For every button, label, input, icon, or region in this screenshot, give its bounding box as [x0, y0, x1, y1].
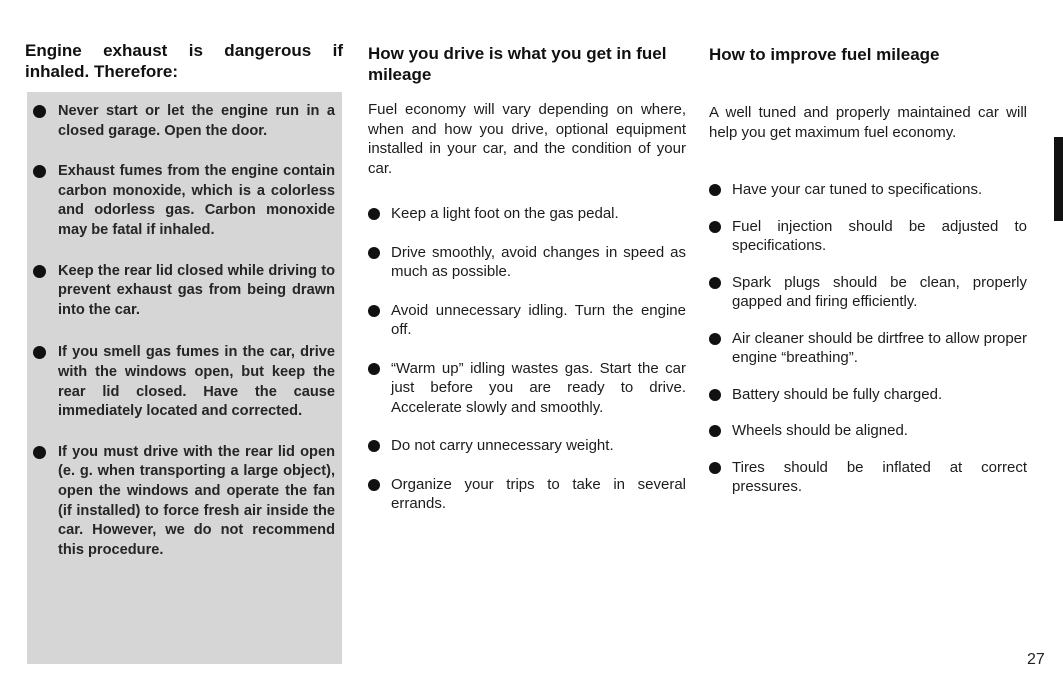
tip-text: “Warm up” idling wastes gas. Start the car just before you are ready to drive. Accelerate slowly and smoothly.	[391, 359, 686, 416]
page-number: 27	[1027, 651, 1045, 668]
tip-item	[368, 204, 686, 224]
warning-text: Exhaust fumes from the engine contain carbon monoxide, which is a colorless and odorless gas. Carbon monoxide may be fatal if inhaled.	[58, 163, 335, 238]
tip-item	[709, 217, 1027, 256]
tip-text: Keep a light foot on the gas pedal.	[391, 205, 619, 222]
tip-item	[368, 301, 686, 340]
warning-text: If you smell gas fumes in the car, drive with the windows open, but keep the rear lid closed. Have the cause immediately located and corrected.	[58, 344, 335, 420]
bullet-icon	[709, 277, 721, 289]
warning-item	[33, 443, 335, 561]
warning-text: Keep the rear lid closed while driving to prevent exhaust gas from being drawn into the car.	[58, 262, 335, 318]
tip-item	[709, 273, 1027, 312]
tip-text: Avoid unnecessary idling. Turn the engine off.	[391, 301, 686, 338]
driving-habits-heading: How you drive is what you get in fuel mileage	[368, 44, 667, 84]
tip-item	[709, 180, 1027, 200]
warning-item	[33, 102, 335, 141]
tip-text: Have your car tuned to specifications.	[732, 181, 983, 198]
section-thumb-tab	[1054, 137, 1063, 221]
driving-habits-intro: Fuel economy will vary depending on where, when and how you drive, optional equipment installed in your car, and the condition of your car.	[368, 101, 686, 177]
bullet-icon	[33, 105, 46, 118]
tip-item	[368, 436, 686, 456]
tip-item	[709, 458, 1027, 497]
tip-text: Organize your trips to take in several errands.	[391, 475, 686, 512]
tip-text: Air cleaner should be dirtfree to allow proper engine “breathing”.	[732, 329, 1027, 366]
exhaust-warning-list	[33, 102, 335, 581]
fuel-mileage-heading: How to improve fuel mileage	[709, 45, 940, 64]
bullet-icon	[368, 208, 380, 220]
fuel-mileage-intro: A well tuned and properly maintained car will help you get maximum fuel economy.	[709, 104, 1027, 141]
warning-text: If you must drive with the rear lid open (e. g. when transporting a large object), open the windows and operate the fan (if installed) to force fresh air inside the car. However, we do not recommend this procedure.	[58, 443, 335, 558]
tip-text: Fuel injection should be adjusted to specifications.	[732, 217, 1027, 254]
warning-item	[33, 162, 335, 240]
warning-item	[33, 262, 335, 321]
bullet-icon	[368, 305, 380, 317]
bullet-icon	[33, 346, 46, 359]
bullet-icon	[368, 479, 380, 491]
tip-item	[368, 359, 686, 418]
driving-tips-list	[368, 204, 686, 533]
bullet-icon	[33, 165, 46, 178]
tip-text: Battery should be fully charged.	[732, 385, 943, 403]
bullet-icon	[368, 363, 380, 375]
tip-text: Spark plugs should be clean, properly gapped and firing efficiently.	[732, 273, 1027, 310]
bullet-icon	[709, 389, 721, 401]
warning-text: Never start or let the engine run in a closed garage. Open the door.	[58, 103, 335, 139]
bullet-icon	[709, 221, 721, 233]
bullet-icon	[368, 247, 380, 259]
tip-item	[709, 421, 1027, 441]
exhaust-warning-heading: Engine exhaust is dangerous if inhaled. Therefore:	[25, 41, 343, 81]
tip-item	[709, 329, 1027, 368]
bullet-icon	[33, 446, 46, 459]
tip-item	[368, 475, 686, 514]
bullet-icon	[33, 265, 46, 278]
tip-item	[709, 385, 1027, 405]
maintenance-tips-list	[709, 180, 1027, 514]
bullet-icon	[709, 333, 721, 345]
tip-text: Tires should be inflated at correct pressures.	[732, 458, 1027, 495]
bullet-icon	[709, 184, 721, 196]
bullet-icon	[368, 440, 380, 452]
bullet-icon	[709, 462, 721, 474]
tip-item	[368, 243, 686, 282]
tip-text: Drive smoothly, avoid changes in speed as much as possible.	[391, 243, 686, 280]
warning-item	[33, 343, 335, 421]
tip-text: Wheels should be aligned.	[732, 422, 908, 439]
bullet-icon	[709, 425, 721, 437]
tip-text: Do not carry unnecessary weight.	[391, 437, 614, 454]
